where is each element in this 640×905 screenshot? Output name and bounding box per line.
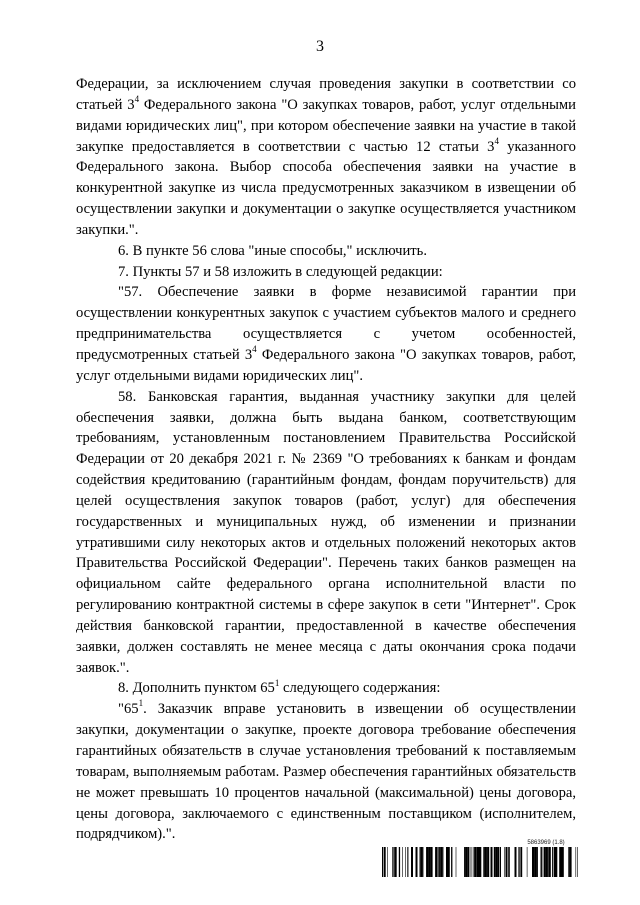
paragraph-item-8: 8. Дополнить пунктом $65^1$ следующего содержания: xyxy=(118,677,441,697)
paragraph-item-65-1: "$65^1$. Заказчик вправе установить в извещении об осуществлении закупки, документации о закупке, проекте договора требование обеспечения гарантийных обязательств в случае установления требований к поставляемым товарам, выполняемым работам. Размер обеспечения гарантийных обязательств не может превышать 10 процентов начальной (максимальной) цены договора, цены договора, заключаемого с единственным поставщиком (исполнителем, подрядчиком).". xyxy=(76,698,576,843)
paragraph-item-7: 7. Пункты 57 и 58 изложить в следующей редакции: xyxy=(118,263,443,280)
document-body xyxy=(76,74,576,845)
paragraph-continuation: Федерации, за исключением случая проведения закупки в соответствии со статьей $3^4$ Федерального закона "О закупках товаров, работ, услуг отдельными видами юридических лиц", при котором обеспечение заявки на участие в такой закупке предоставляется в соответствии с частью 12 статьи $3^4$ указанного Федерального закона. Выбор способа обеспечения заявки на участие в конкурентной закупке из числа предусмотренных заказчиком в извещении об осуществлении закупки и документации о закупке осуществляется участником закупки.". xyxy=(76,76,576,238)
paragraph-item-58: 58. Банковская гарантия, выданная участнику закупки для целей обеспечения заявки, должна быть выдана банком, соответствующим требованиям, установленным постановлением Правительства Российской Федерации от 20 декабря 2021 г. № 2369 "О требованиях к банкам и фондам содействия кредитованию (гарантийным фондам, фондам поручительств) для целей осуществления закупок товаров (работ, услуг) для обеспечения государственных и муниципальных нужд, об изменении и признании утратившими силу некоторых актов и отдельных положений некоторых актов Правительства Российской Федерации". Перечень таких банков размещен на официальном сайте федерального органа исполнительной власти по регулированию контрактной системы в сфере закупок в сети "Интернет". Срок действия банковской гарантии, предоставленной в качестве обеспечения заявки, должен составлять не менее месяца с даты окончания срока подачи заявок.". xyxy=(76,388,576,676)
document-code: 5863969 (1.8) xyxy=(527,840,565,846)
barcode-image xyxy=(382,847,578,877)
paragraph-item-6: 6. В пункте 56 слова "иные способы," исключить. xyxy=(118,242,427,259)
paragraph-item-57: "57. Обеспечение заявки в форме независимой гарантии при осуществлении конкурентных закупок с участием субъектов малого и среднего предпринимательства осуществляется с учетом особенностей, предусмотренных статьей $3^4$ Федерального закона "О закупках товаров, работ, услуг отдельными видами юридических лиц". xyxy=(76,284,577,384)
page-number: 3 xyxy=(316,38,324,55)
